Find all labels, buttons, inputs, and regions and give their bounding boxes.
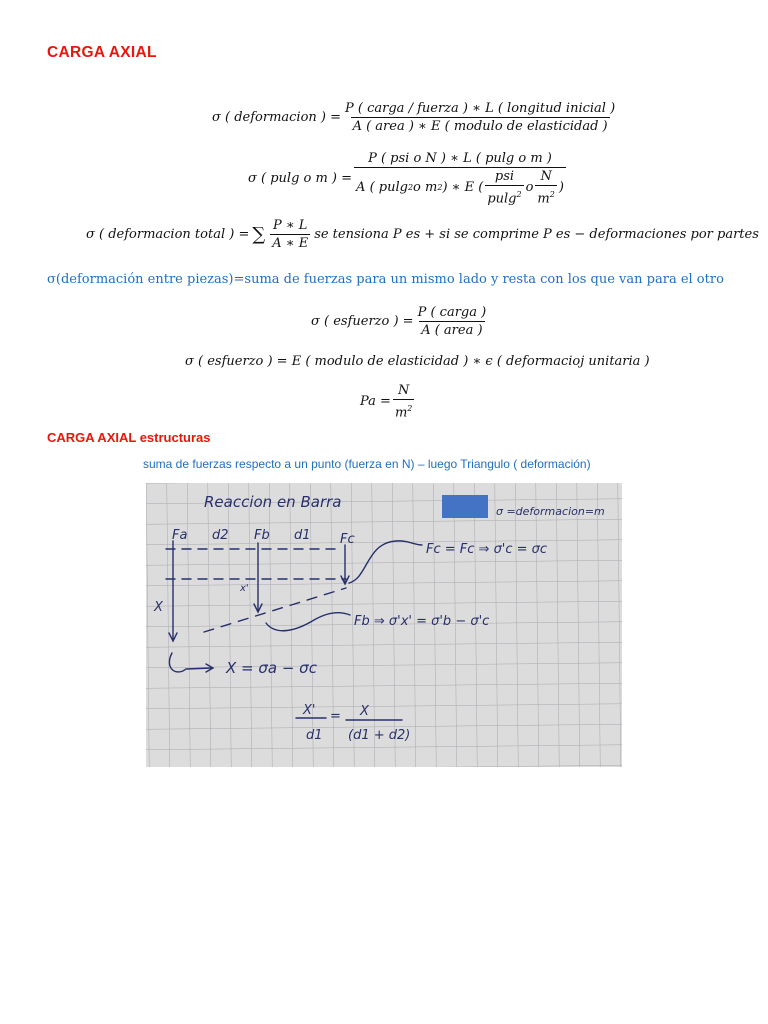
sup-2: 2 [407, 183, 414, 193]
eq6-numerator: N [397, 383, 410, 398]
eq2-inner2-num: N [540, 169, 552, 184]
eq2-close: ) [558, 180, 564, 196]
eq4-lhs: σ ( esfuerzo ) = [311, 314, 414, 329]
eq2-inner2-fraction [535, 169, 556, 206]
eq6-denominator: $m^2$ [393, 399, 414, 420]
ratio-den-right: (d1 + d2) [348, 728, 411, 743]
equation-esfuerzo [311, 305, 490, 338]
heading-carga-axial: CARGA AXIAL [47, 44, 157, 61]
eq1-numerator: P ( carga / fuerza ) ∗ L ( longitud inicial ) [345, 101, 616, 116]
legend-color-box [442, 495, 488, 518]
eq2-numerator: P ( psi o N ) ∗ L ( pulg o m ) [368, 151, 552, 166]
eq2-den-b: o m [413, 180, 438, 196]
label-fb: Fb [254, 528, 270, 543]
eq3-numerator: P ∗ L [272, 218, 308, 233]
label-d1: d1 [294, 528, 311, 543]
label-x: X [154, 600, 163, 615]
eq3-denominator: A ∗ E [272, 236, 309, 251]
photo-title: Reaccion en Barra [204, 493, 342, 511]
eq2-inner-den: pulg$^2$ [485, 185, 523, 206]
eq4-denominator: A ( area ) [421, 323, 483, 338]
sup-2: 2 [437, 183, 443, 193]
equation-fc: Fc = Fc ⇒ σ'c = σc [426, 542, 548, 557]
heading-carga-axial-estructuras: CARGA AXIAL estructuras [47, 430, 211, 445]
eq2-denominator [354, 167, 566, 206]
equation-deformacion-total [86, 218, 759, 251]
label-x-prime: x' [240, 583, 249, 594]
ratio-equals: = [330, 709, 341, 724]
equation-pascal [360, 383, 416, 420]
note-suma-de-fuerzas: suma de fuerzas respecto a un punto (fuerza en N) – luego Triangulo ( deformación) [143, 457, 591, 471]
eq1-fraction [343, 101, 617, 134]
label-d2: d2 [212, 528, 229, 543]
eq2-inner-o: o [525, 180, 534, 196]
eq6-fraction [393, 383, 414, 420]
note-deformacion-entre-piezas: σ(deformación entre piezas)=suma de fuerzas para un mismo lado y resta con los que van para el otro [47, 272, 724, 287]
eq2-inner2-den: $m^2$ [535, 185, 556, 206]
eq2-inner-fraction [485, 169, 523, 206]
equation-fb: Fb ⇒ σ'x' = σ'b − σ'c [354, 614, 490, 629]
eq2-lhs: σ ( pulg o m ) = [248, 171, 353, 187]
eq2-den-c: ) ∗ E ( [442, 180, 484, 196]
ratio-num-right: X [360, 704, 369, 719]
eq2-inner-num: psi [494, 169, 515, 184]
equation-esfuerzo-elasticidad [185, 354, 650, 369]
ratio-den-left: d1 [306, 728, 323, 743]
eq4-numerator: P ( carga ) [417, 305, 487, 320]
label-fa: Fa [172, 528, 188, 543]
eq1-denominator: A ( area ) ∗ E ( modulo de elasticidad ) [352, 119, 608, 134]
eq6-lhs: Pa = [360, 394, 391, 410]
label-fc: Fc [340, 532, 355, 547]
eq2-den-a: A ( pulg [356, 180, 408, 196]
handwritten-notes-photo [146, 483, 622, 767]
photo-legend: σ =deformacion=m [496, 505, 605, 518]
sum-symbol: ∑ [252, 224, 266, 245]
eq3-lhs: σ ( deformacion total ) = [86, 227, 250, 242]
eq2-fraction [354, 151, 566, 206]
ratio-num-left: X' [303, 703, 316, 718]
equation-deformacion [212, 101, 619, 134]
eq4-fraction [416, 305, 489, 338]
eq3-fraction [270, 218, 310, 251]
eq3-rhs: se tensiona P es + si se comprime P es − deformaciones por partes [314, 227, 759, 242]
eq1-lhs: σ ( deformacion ) = [212, 110, 342, 125]
eq5-text: σ ( esfuerzo ) = E ( modulo de elasticidad ) ∗ ϵ ( deformacioj unitaria ) [185, 354, 650, 369]
equation-x: X = σa − σc [226, 659, 317, 677]
equation-pulg-o-m [248, 151, 568, 206]
